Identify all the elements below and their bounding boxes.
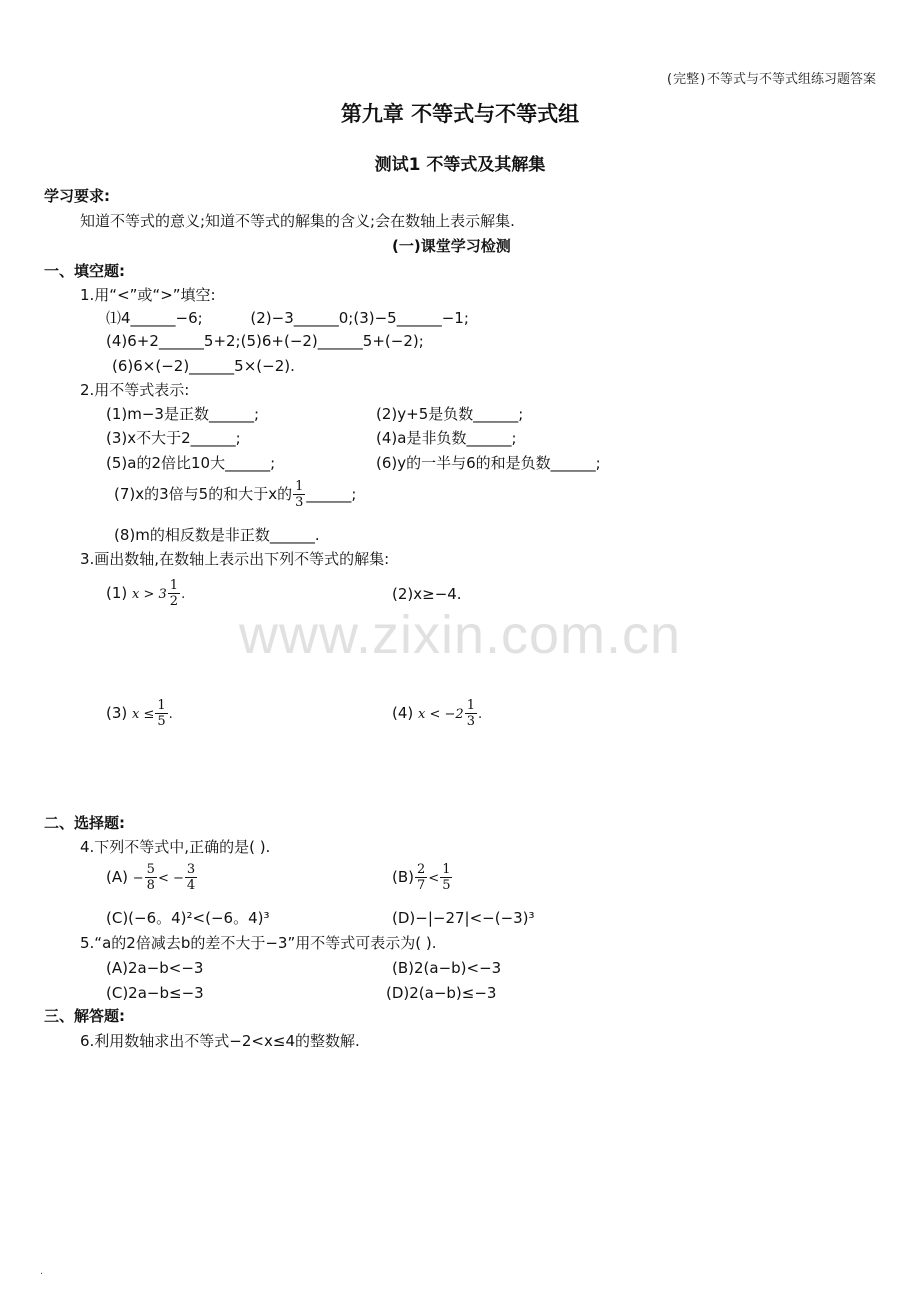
q4-option-b: (B) $\frac{2}{7}$ < $\frac{1}{5}$ xyxy=(392,862,451,893)
q1-line3: (6)6×(−2)______5×(−2). xyxy=(112,357,295,375)
q4-option-a: (A) − $\frac{5}{8}$ < − $\frac{3}{4}$ xyxy=(106,862,196,893)
part3-heading: 三、解答题: xyxy=(44,1007,125,1025)
q2-item-2: (2)y+5是负数______; xyxy=(376,405,524,423)
q5-option-a: (A)2a−b<−3 xyxy=(106,959,204,977)
part2-heading: 二、选择题: xyxy=(44,814,125,832)
requirements-heading: 学习要求: xyxy=(44,187,110,205)
q5-option-b: (B)2(a−b)<−3 xyxy=(392,959,502,977)
q2-item-5: (5)a的2倍比10大______; xyxy=(106,454,276,472)
part1-heading: 一、填空题: xyxy=(44,262,125,280)
fraction-one-half: $\frac{1}{2}$ xyxy=(169,578,179,609)
test-title: 测试1 不等式及其解集 xyxy=(374,155,546,175)
chapter-title: 第九章 不等式与不等式组 xyxy=(340,102,580,126)
q4-option-c: (C)(−6。4)²<(−6。4)³ xyxy=(106,909,270,927)
fraction-one-third: $\frac{1}{3}$ xyxy=(295,479,304,510)
q6-text: 6.利用数轴求出不等式−2<x≤4的整数解. xyxy=(80,1032,360,1050)
q5-stem: 5.“a的2倍减去b的差不大于−3”用不等式可表示为( ). xyxy=(80,934,437,952)
q1-stem: 1.用“<”或“>”填空: xyxy=(80,286,216,304)
q2-item-3: (3)x不大于2______; xyxy=(106,429,241,447)
document-header-title: (完整)不等式与不等式组练习题答案 xyxy=(665,72,876,87)
requirements-text: 知道不等式的意义;知道不等式的解集的含义;会在数轴上表示解集. xyxy=(80,212,515,230)
q3-item-4: (4) x < −2 $\frac{1}{3}$ . xyxy=(392,698,483,729)
q2-item-7 xyxy=(114,479,356,510)
q3-item-1: (1) x > 3 $\frac{1}{2}$ . xyxy=(106,578,186,609)
q1-line1: ⑴4______−6; (2)−3______0;(3)−5______−1; xyxy=(106,309,469,327)
q5-option-d: (D)2(a−b)≤−3 xyxy=(386,984,497,1002)
q2-item-7-text: (7)x的3倍与5的和大于x的 xyxy=(114,485,293,503)
footer-dot: . xyxy=(40,1266,44,1277)
q5-option-c: (C)2a−b≤−3 xyxy=(106,984,204,1002)
q2-item-1: (1)m−3是正数______; xyxy=(106,405,260,423)
q2-item-8: (8)m的相反数是非正数______. xyxy=(114,526,320,544)
fraction-one-third-mixed: $\frac{1}{3}$ xyxy=(466,698,475,729)
q1-line2: (4)6+2______5+2;(5)6+(−2)______5+(−2); xyxy=(106,332,424,350)
q2-item-7-blank: ______; xyxy=(306,485,357,503)
fraction-one-fifth: $\frac{1}{5}$ xyxy=(157,698,166,729)
q3-item-3-expr: x ≤ xyxy=(132,707,155,722)
q3-item-1-expr: x > 3 xyxy=(132,587,167,602)
q2-stem: 2.用不等式表示: xyxy=(80,381,190,399)
q2-item-4: (4)a是非负数______; xyxy=(376,429,517,447)
q3-item-3: (3) x ≤ $\frac{1}{5}$ . xyxy=(106,698,173,729)
q2-item-6: (6)y的一半与6的和是负数______; xyxy=(376,454,601,472)
section-classroom-check: (一)课堂学习检测 xyxy=(392,237,511,255)
q4-stem: 4.下列不等式中,正确的是( ). xyxy=(80,838,271,856)
q3-item-2: (2)x≥−4. xyxy=(392,585,462,603)
watermark: www.zixin.com.cn xyxy=(238,605,682,665)
q3-item-4-expr: x < −2 xyxy=(418,707,464,722)
q4-option-d: (D)−|−27|<−(−3)³ xyxy=(392,909,535,927)
q3-stem: 3.画出数轴,在数轴上表示出下列不等式的解集: xyxy=(80,550,390,568)
